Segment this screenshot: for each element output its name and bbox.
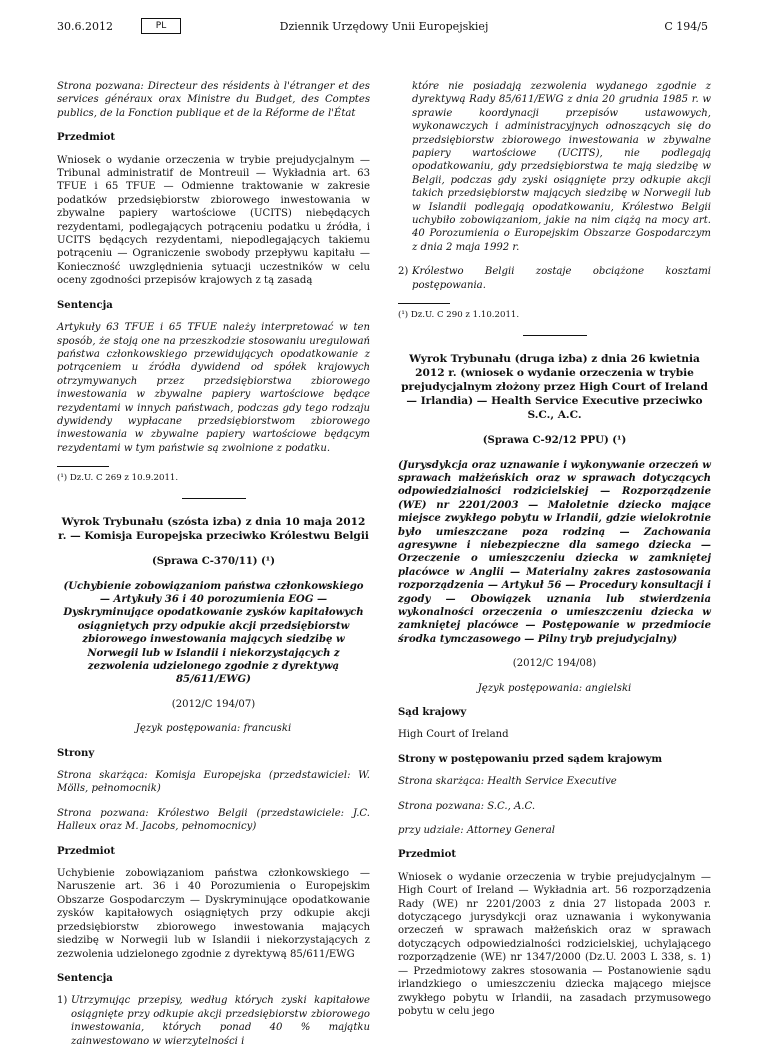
- right-column: [398, 80, 711, 1029]
- list-number: 2): [398, 266, 409, 278]
- list-item: [398, 265, 711, 292]
- case-number: (Sprawa C-370/11) (¹): [151, 556, 275, 568]
- case-number: (Sprawa C-92/12 PPU) (¹): [482, 435, 627, 447]
- footnote-separator: [57, 466, 109, 467]
- defendant-text: Strona pozwana: S.C., A.C.: [398, 800, 536, 812]
- section-heading: Przedmiot: [398, 849, 457, 861]
- continued-text: które nie posiadają zezwolenia wydanego zgodnie z dyrektywą Rady 85/611/EWG z dnia 20 grudnia 1985 r. w sprawie koordynacji przepisów ustawowych, wykonawczych i administracyjnych odnoszących się do przedsiębiorstw zbiorowego inwestowania w zbywalne papiery wartościowe (UCITS), nie podlegają opodatkowaniu, gdy przedsiębiorstwa te mają siedzibę w Belgii, podczas gdy zyski osiągnięte przy odkupie akcji takich przedsiębiorstw mających siedzibę w Norwegii lub w Islandii podlegają opodatkowaniu, Królestwo Belgii uchybiło zobowiązaniom, jakie na nim ciążą na mocy art. 40 Porozumienia o Europejskim Obszarze Gospodarczym z dnia 2 maja 1992 r.: [412, 81, 711, 253]
- footnote-separator: [398, 303, 450, 304]
- intervener-text: przy udziale: Attorney General: [398, 825, 555, 837]
- subject-text: Wniosek o wydanie orzeczenia w trybie prejudycjalnym — Tribunal administratif de Montreuil — Wykładnia art. 63 TFUE i 65 TFUE — Odmienne traktowanie w zakresie podatków przedsiębiorstw zbiorowego inwestowania w zbywalne papiery wartościowe (UCITS) niebędących rezydentami, podlegających potrąceniu podatku u źródła, i UCITS będących rezydentami, niepodlegających takiemu potrąceniu — Ograniczenie swobody przepływu kapitału — Konieczność uwzględnienia sytuacji uczestników w celu oceny zgodności przepisów krajowych z tą zasadą: [57, 154, 370, 287]
- section-heading: Sąd krajowy: [398, 707, 467, 718]
- footnote: (¹) Dz.U. C 269 z 10.9.2011.: [57, 473, 179, 484]
- case-title: Wyrok Trybunału (szósta izba) z dnia 10 maja 2012 r. — Komisja Europejska przeciwko Królestwu Belgii: [58, 516, 369, 543]
- left-column: [57, 80, 370, 1059]
- case-reference: (2012/C 194/08): [512, 658, 597, 670]
- defendant-text: Strona pozwana: Królestwo Belgii (przedstawiciele: J.C. Halleux oraz M. Jacobs, pełnomocnicy): [57, 807, 370, 833]
- applicant-text: Strona skarżąca: Health Service Executive: [398, 776, 617, 788]
- list-text: Utrzymując przepisy, według których zyski kapitałowe osiągnięte przy odkupie akcji przedsiębiorstw zbiorowego inwestowania, których ponad 40 % majątku zainwestowano w wierzytelności i: [71, 995, 370, 1047]
- footnote: (¹) Dz.U. C 290 z 1.10.2011.: [398, 310, 520, 321]
- list-number: 1): [57, 995, 68, 1007]
- section-heading: Przedmiot: [57, 132, 116, 144]
- case-keywords: (Jurysdykcja oraz uznawanie i wykonywanie orzeczeń w sprawach małżeńskich oraz w sprawach dotyczących odpowiedzialności rodzicielskiej — Rozporządzenie (WE) nr 2201/2003 — Małoletnie dziecko mające miejsce zwykłego pobytu w Irlandii, gdzie wielokrotnie było umieszczane poza rodziną — Zachowania agresywne i niebezpieczne dla samego dziecka — Orzeczenie o umieszczeniu dziecka w zamkniętej placówce w Anglii — Materialny zakres zastosowania rozporządzenia — Artykuł 56 — Procedury konsultacji i zgody — Obowiązek uznania lub stwierdzenia wykonalności orzeczenia o umieszczeniu dziecka w zamkniętej placówce — Postępowanie w przedmiocie środka tymczasowego — Pilny tryb prejudycjalny): [398, 459, 711, 645]
- subject-text: Wniosek o wydanie orzeczenia w trybie prejudycjalnym — High Court of Ireland — Wykładnia art. 56 rozporządzenia Rady (WE) nr 2201/2003 z dnia 27 listopada 2003 r. dotyczącego jurysdykcji oraz uznawania i wykonywania orzeczeń w sprawach małżeńskich oraz w sprawach dotyczących odpowiedzialności rodzicielskiej, uchylającego rozporządzenie (WE) nr 1347/2000 (Dz.U. 2003 L 338, s. 1) — Przedmiotowy zakres stosowania — Postanowienie sądu irlandzkiego o umieszczeniu dziecka mającego miejsce zwykłego pobytu w Irlandii, na zasadach przymusowego pobytu w celu jego: [398, 871, 711, 1017]
- national-court: High Court of Ireland: [398, 729, 509, 741]
- page-header: [0, 0, 768, 40]
- defendant-text: Strona pozwana: Directeur des résidents à l'étranger et des services généraux orax Ministre du Budget, des Comptes publics, de la Fonction publique et de la Réforme de l'État: [57, 81, 370, 119]
- section-heading: Strony: [57, 747, 95, 759]
- operative-text: Artykuły 63 TFUE i 65 TFUE należy interpretować w ten sposób, że stoją one na przeszkodzie stosowaniu uregulowań państwa członkowskiego przewidujących opodatkowanie z potrąceniem u źródła dywidend od spółek krajowych otrzymywanych przez przedsiębiorstwa zbiorowego inwestowania w zbywalne papiery wartościowe będące rezydentami w innych państwach, podczas gdy tego rodzaju dywidendy wypłacane przedsiębiorstwom zbiorowego inwestowania w zbywalne papiery wartościowe będącym rezydentami w tym państwie są zwolnione z podatku.: [57, 322, 370, 454]
- procedure-language: Język postępowania: francuski: [135, 723, 292, 735]
- list-item: [57, 994, 370, 1048]
- subject-text: Uchybienie zobowiązaniom państwa członkowskiego — Naruszenie art. 36 i 40 Porozumienia o Europejskim Obszarze Gospodarczym — Dyskryminujące opodatkowanie zysków kapitałowych osiągniętych przy odkupie akcji przedsiębiorstw zbiorowego inwestowania mających siedzibę w Norwegii lub w Islandii i niekorzystających z zezwolenia udzielonego zgodnie z dyrektywą 85/611/EWG: [57, 868, 370, 960]
- header-date: 30.6.2012: [57, 20, 113, 33]
- applicant-text: Strona skarżąca: Komisja Europejska (przedstawiciel: W. Mölls, pełnomocnik): [57, 770, 370, 795]
- page-number: C 194/5: [664, 20, 708, 33]
- case-separator: [523, 335, 587, 336]
- case-title: Wyrok Trybunału (druga izba) z dnia 26 kwietnia 2012 r. (wniosek o wydanie orzeczenia w trybie prejudycjalnym złożony przez High Court of Ireland — Irlandia) — Health Service Executive przeciwko S.C., A.C.: [401, 353, 708, 422]
- list-text: Królestwo Belgii zostaje obciążone kosztami postępowania.: [412, 266, 711, 291]
- case-reference: (2012/C 194/07): [171, 698, 256, 710]
- section-heading: Sentencja: [57, 972, 113, 984]
- journal-title: Dziennik Urzędowy Unii Europejskiej: [279, 20, 489, 33]
- section-heading: Strony w postępowaniu przed sądem krajowym: [398, 753, 662, 765]
- procedure-language: Język postępowania: angielski: [477, 682, 632, 694]
- case-keywords: (Uchybienie zobowiązaniom państwa członkowskiego — Artykuły 36 i 40 porozumienia EOG — Dyskryminujące opodatkowanie zysków kapitałowych osiągniętych przy odpukie akcji przedsiębiorstw zbiorowego inwestowania mających siedzibę w Norwegii lub w Islandii i niekorzystających z zezwolenia udzielonego zgodnie z dyrektywą 85/611/EWG): [63, 580, 364, 686]
- case-separator: [182, 498, 246, 499]
- language-box: PL: [141, 18, 181, 34]
- section-heading: Przedmiot: [57, 845, 116, 857]
- section-heading: Sentencja: [57, 299, 113, 311]
